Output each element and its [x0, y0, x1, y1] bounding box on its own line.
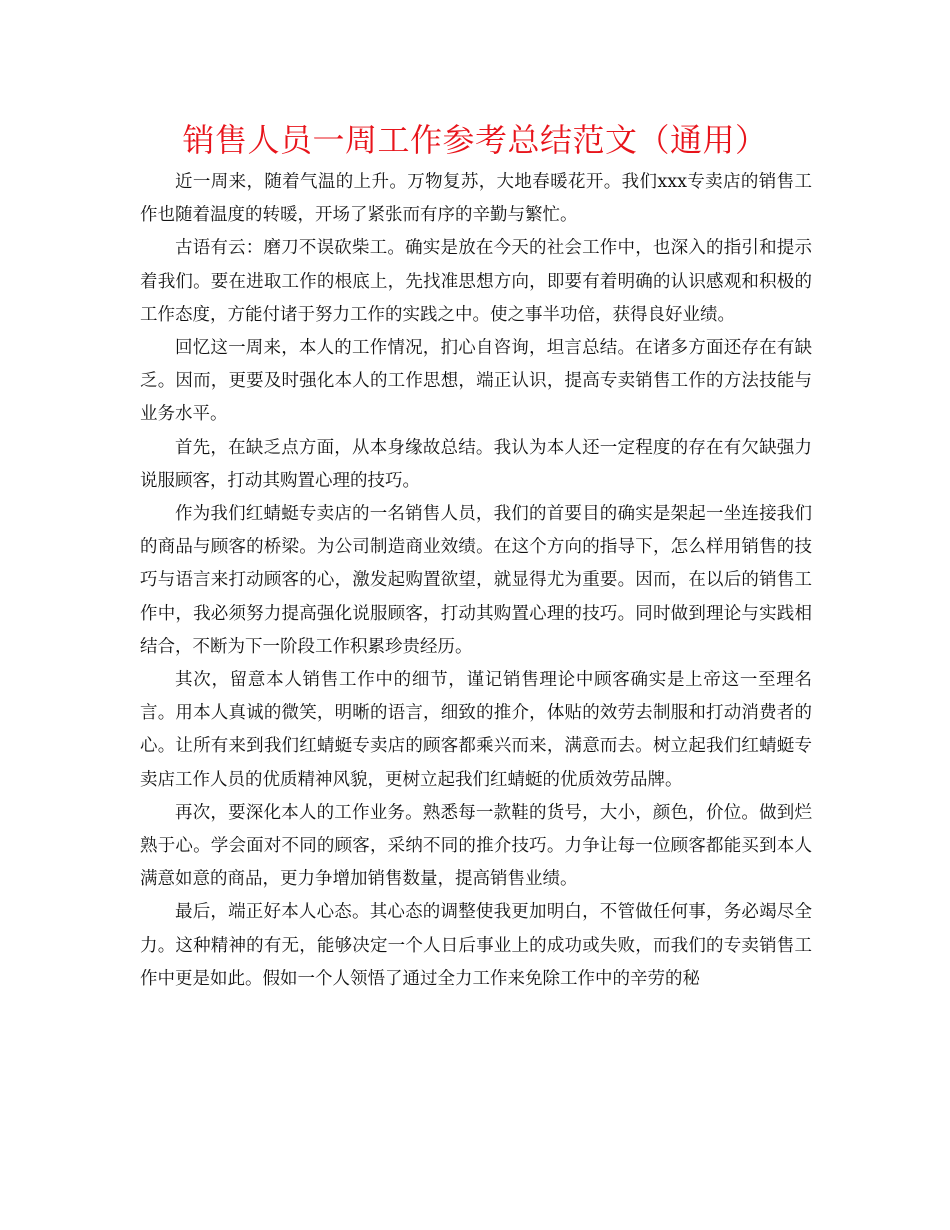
document-body [140, 166, 812, 996]
paragraph-4: 首先，在缺乏点方面，从本身缘故总结。我认为本人还一定程度的存在有欠缺强力说服顾客，打动其购置心理的技巧。 [140, 437, 812, 491]
paragraph-8: 最后，端正好本人心态。其心态的调整使我更加明白，不管做任何事，务必竭尽全力。这种精神的有无，能够决定一个人日后事业上的成功或失败，而我们的专卖销售工作中更是如此。假如一个人领悟了通过全力工作来免除工作中的辛劳的秘 [140, 902, 812, 989]
paragraph-6: 其次，留意本人销售工作中的细节，谨记销售理论中顾客确实是上帝这一至理名言。用本人真诚的微笑，明晰的语言，细致的推介，体贴的效劳去制服和打动消费者的心。让所有来到我们红蜻蜓专卖店的顾客都乘兴而来，满意而去。树立起我们红蜻蜓专卖店工作人员的优质精神风貌，更树立起我们红蜻蜓的优质效劳品牌。 [140, 670, 812, 790]
paragraph-5: 作为我们红蜻蜓专卖店的一名销售人员，我们的首要目的确实是架起一坐连接我们的商品与顾客的桥梁。为公司制造商业效绩。在这个方向的指导下，怎么样用销售的技巧与语言来打动顾客的心，激发起购置欲望，就显得尤为重要。因而，在以后的销售工作中，我必须努力提高强化说服顾客，打动其购置心理的技巧。同时做到理论与实践相结合，不断为下一阶段工作积累珍贵经历。 [140, 504, 812, 657]
paragraph-1: 近一周来，随着气温的上升。万物复苏，大地春暖花开。我们xxx专卖店的销售工作也随着温度的转暖，开场了紧张而有序的辛勤与繁忙。 [140, 172, 812, 226]
document-title: 销售人员一周工作参考总结范文（通用） [182, 121, 768, 159]
paragraph-3: 回忆这一周来，本人的工作情况，扪心自咨询，坦言总结。在诸多方面还存在有缺乏。因而，更要及时强化本人的工作思想，端正认识，提高专卖销售工作的方法技能与业务水平。 [140, 338, 812, 425]
paragraph-7: 再次，要深化本人的工作业务。熟悉每一款鞋的货号，大小，颜色，价位。做到烂熟于心。学会面对不同的顾客，采纳不同的推介技巧。力争让每一位顾客都能买到本人满意如意的商品，更力争增加销售数量，提高销售业绩。 [140, 802, 812, 890]
paragraph-2: 古语有云：磨刀不误砍柴工。确实是放在今天的社会工作中，也深入的指引和提示着我们。要在进取工作的根底上，先找准思想方向，即要有着明确的认识感观和积极的工作态度，方能付诸于努力工作的实践之中。使之事半功倍，获得良好业绩。 [140, 238, 812, 325]
